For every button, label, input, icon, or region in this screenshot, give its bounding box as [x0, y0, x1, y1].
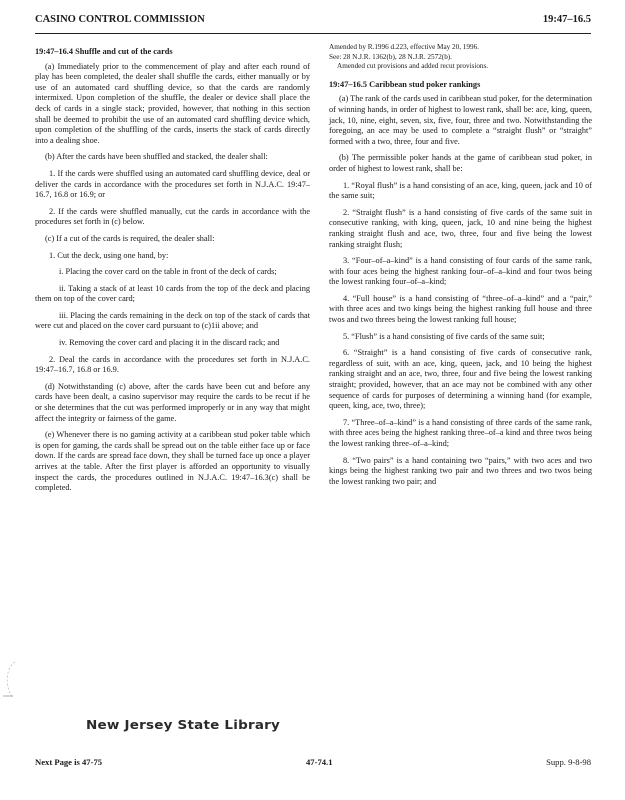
library-stamp: New Jersey State Library	[86, 717, 281, 732]
section-title-16-5: 19:47–16.5 Caribbean stud poker rankings	[329, 79, 481, 89]
header-rule	[35, 33, 591, 34]
paragraph-c1i: i. Placing the cover card on the table in front of the deck of cards;	[59, 267, 277, 277]
amendment-note-1: Amended by R.1996 d.223, effective May 20, 1996.	[329, 43, 479, 51]
next-page-note: Next Page is 47-75	[35, 757, 103, 767]
paragraph-e: (e) Whenever there is no gaming activity at a caribbean stud poker table which is open for gaming, the cards shall be spread out on the table either face up or face down. If the cards are spread face down, they shall be turned face up once a player arrives at the table. After the first player is afforded an opportunity to visually inspect the cards, the procedures outlined in N.J.A.C. 19:47–16.3(c) shall be completed.	[35, 430, 310, 493]
amendment-note-2: See: 28 N.J.R. 1362(b), 28 N.J.R. 2572(b).	[329, 52, 452, 61]
paragraph-a: (a) The rank of the cards used in caribbean stud poker, for the determination of winning hands, in order of highest to lowest rank, shall be: ace, king, queen, jack, 10, nine, eight, seven, six, five, four, three and two. Notwithstanding the foregoing, an ace may be used to complete a “straight flush” or “straight” formed with a two, three, four and five.	[329, 94, 592, 146]
paragraph-b1: 1. If the cards were shuffled using an automated card shuffling device, deal or deliver the cards in accordance with the procedures set forth in N.J.A.C. 19:47–16.7, 16.8 or 16.9; or	[35, 168, 310, 200]
paragraph-c: (c) If a cut of the cards is required, the dealer shall:	[45, 233, 215, 243]
paragraph-b: (b) After the cards have been shuffled and stacked, the dealer shall:	[45, 152, 268, 162]
paragraph-b3: 3. “Four–of–a–kind” is a hand consisting of four cards of the same rank, with four aces being the highest ranking four–of–a–kind and four twos being the lowest ranking four–of–a–kind;	[329, 256, 592, 287]
paragraph-b6: 6. “Straight” is a hand consisting of five cards of consecutive rank, regardless of suit, with an ace, king, queen, jack, and 10 being the highest ranking straight and an ace, two, three, four and five being the lowest ranking straight; provided, however, that an ace may not be combined with any other sequence of cards for purposes of determining a winning hand (for example, queen, king, ace, two, three);	[329, 348, 592, 411]
paragraph-c1ii: ii. Taking a stack of at least 10 cards from the top of the deck and placing them on top of the cover card;	[35, 283, 310, 304]
paragraph-c1: 1. Cut the deck, using one hand, by:	[49, 250, 169, 260]
paragraph-b1: 1. “Royal flush” is a hand consisting of an ace, king, queen, jack and 10 of the same suit;	[329, 180, 592, 201]
paragraph-b2: 2. If the cards were shuffled manually, cut the cards in accordance with the procedures set forth in (c) below.	[35, 206, 310, 227]
spacer	[329, 72, 592, 80]
supplement-date: Supp. 9-8-98	[546, 757, 591, 767]
header-section: 19:47–16.5	[542, 14, 591, 25]
left-column	[35, 47, 310, 500]
scan-margin-mark-icon	[1, 658, 33, 702]
header-title: CASINO CONTROL COMMISSION	[35, 14, 205, 25]
paragraph-b7: 7. “Three–of–a–kind” is a hand consisting of three cards of the same rank, with three aces being the highest ranking three–of–a kind and three twos being the lowest ranking three–of–a–kind;	[329, 417, 592, 448]
right-column	[329, 43, 592, 493]
paragraph-c1iii: iii. Placing the cards remaining in the deck on top of the stack of cards that were cut and placed on the cover card pursuant to (c)1ii above; and	[35, 310, 310, 331]
section-title-16-4: 19:47–16.4 Shuffle and cut of the cards	[35, 47, 173, 56]
paragraph-b5: 5. “Flush” is a hand consisting of five cards of the same suit;	[343, 331, 545, 341]
page-footer	[35, 757, 591, 771]
page-number: 47-74.1	[306, 757, 333, 767]
paragraph-d: (d) Notwithstanding (c) above, after the cards have been cut and before any cards have been dealt, a casino supervisor may require the cards to be recut if he or she determines that the cut was performed improperly or in any way that might affect the integrity or fairness of the game.	[35, 381, 310, 423]
paragraph-b: (b) The permissible poker hands at the game of caribbean stud poker, in order of highest to lowest rank, shall be:	[329, 153, 592, 173]
paragraph-b2: 2. “Straight flush” is a hand consisting of five cards of the same suit in consecutive ranking, with king, queen, jack, 10 and nine being the highest ranking straight flush and ace, two, three, four and five being the lowest ranking straight flush;	[329, 207, 592, 249]
paragraph-c1iv: iv. Removing the cover card and placing it in the discard rack; and	[59, 338, 280, 348]
paragraph-a: (a) Immediately prior to the commencement of play and after each round of play has been completed, the dealer shall shuffle the cards, either manually or by use of an automated card shuffling device, so that the cards are randomly intermixed. Upon completion of the shuffle, the dealer or device shall place the deck of cards in a single stack; provided, however, that nothing in this section shall be deemed to prohibit the use of an automated card shuffling device which, upon completion of the shuffling of the cards, inserts the stack of cards directly into a dealing shoe.	[35, 61, 310, 145]
paragraph-c2: 2. Deal the cards in accordance with the procedures set forth in N.J.A.C. 19:47–16.7, 16.8 or 16.9.	[35, 354, 310, 375]
paragraph-b8: 8. “Two pairs” is a hand containing two “pairs,” with two aces and two kings being the highest ranking two pair and two threes and two twos being the lowest ranking two pair; and	[329, 455, 592, 486]
paragraph-b4: 4. “Full house” is a hand consisting of “three–of–a–kind” and a “pair,” with three aces and two kings being the highest ranking full house and three twos and two threes being the lowest ranking full house;	[329, 293, 592, 325]
amendment-note-3: Amended cut provisions and added recut provisions.	[337, 62, 489, 71]
running-header	[35, 14, 591, 30]
